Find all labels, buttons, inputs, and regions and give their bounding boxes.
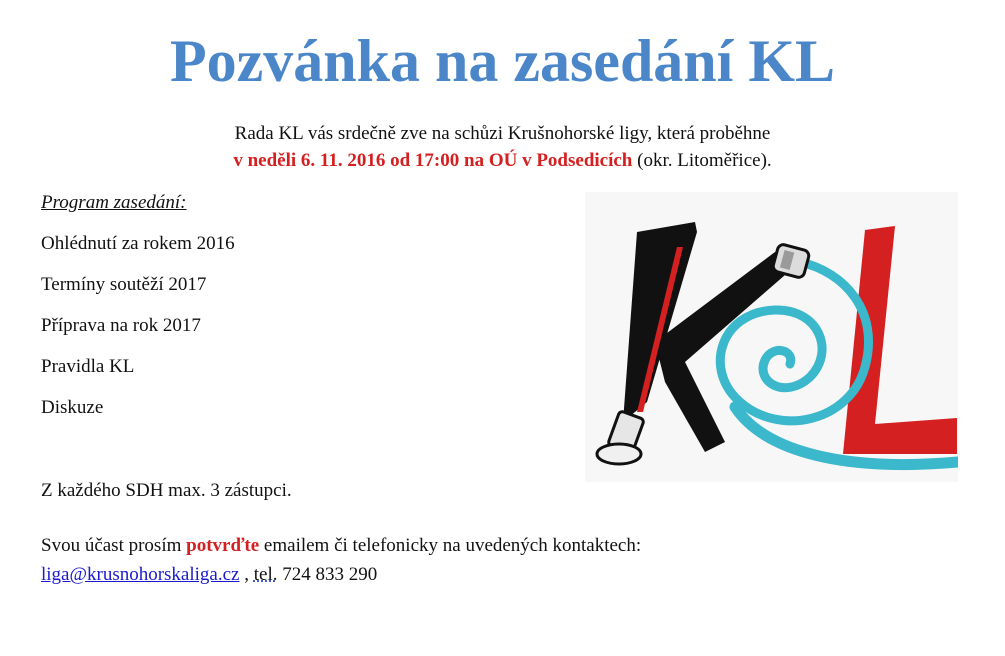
intro-line-1: Rada KL vás srdečně zve na schůzi Krušnohorské ligy, která proběhne <box>234 123 771 144</box>
confirm-before: Svou účast prosím <box>41 535 187 556</box>
program-item: Termíny soutěží 2017 <box>41 274 207 295</box>
kl-logo-icon <box>585 192 958 482</box>
program-item: Příprava na rok 2017 <box>41 315 201 336</box>
confirm-after: emailem či telefonicky na uvedených kontaktech: <box>259 535 642 556</box>
program-item: Diskuze <box>41 397 104 418</box>
intro-text <box>0 120 1005 174</box>
hose-coupling-icon <box>772 243 810 278</box>
program-item: Pravidla KL <box>41 356 135 377</box>
tel-label: tel. <box>253 564 278 585</box>
meeting-date-place: v neděli 6. 11. 2016 od 17:00 na OÚ v Podsedicích <box>233 150 633 171</box>
phone-number: 724 833 290 <box>277 564 378 585</box>
contact-separator: , <box>239 564 254 585</box>
intro-line-2 <box>0 147 1005 174</box>
meeting-district: (okr. Litoměřice). <box>632 150 772 171</box>
contact-line <box>41 564 377 586</box>
email-link[interactable]: liga@krusnohorskaliga.cz <box>41 564 240 585</box>
representatives-note: Z každého SDH max. 3 zástupci. <box>41 480 292 501</box>
program-heading: Program zasedání: <box>41 192 187 213</box>
program-item: Ohlédnutí za rokem 2016 <box>41 233 235 254</box>
confirm-text <box>41 535 641 557</box>
confirm-highlight: potvrďte <box>186 535 260 556</box>
page-title: Pozvánka na zasedání KL <box>169 28 836 94</box>
